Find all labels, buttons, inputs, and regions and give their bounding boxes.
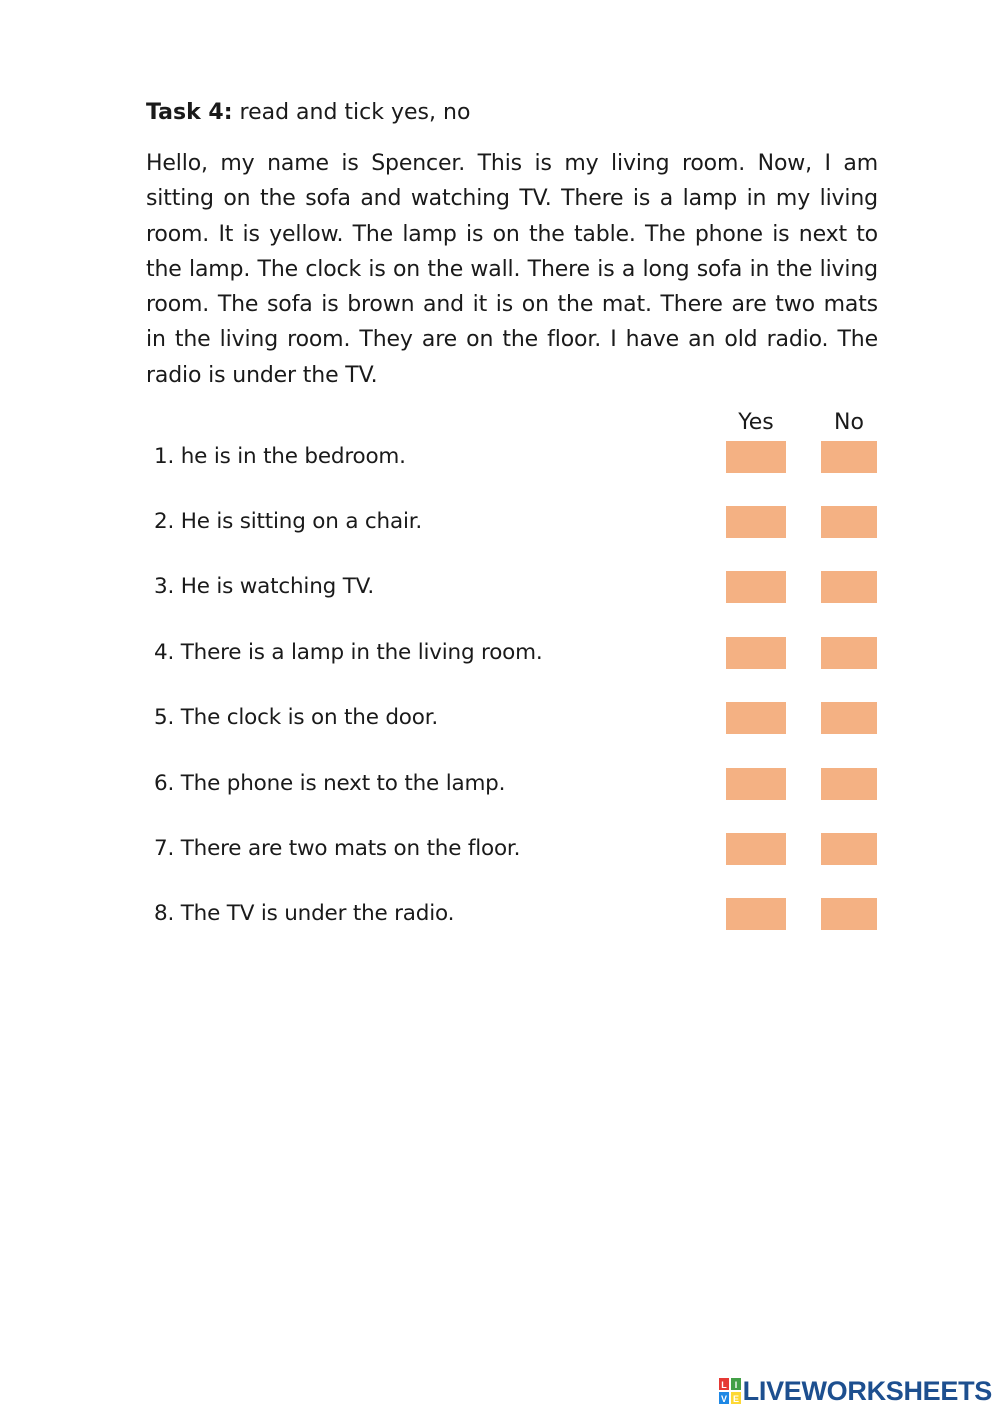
- liveworksheets-logo: [719, 1376, 992, 1406]
- question-row: [154, 768, 878, 800]
- liveworksheets-brand-text: LIVEWORKSHEETS: [742, 1376, 992, 1406]
- question-text: 8. The TV is under the radio.: [154, 901, 455, 926]
- task-heading: [146, 98, 470, 128]
- no-column-header: No: [834, 410, 864, 435]
- no-answer-box[interactable]: [821, 571, 877, 603]
- question-row: [154, 506, 878, 538]
- task-instruction: read and tick yes, no: [232, 100, 471, 125]
- logo-letter-i: I: [734, 1380, 737, 1390]
- question-text: 1. he is in the bedroom.: [154, 444, 406, 469]
- yes-column-header: Yes: [738, 410, 774, 435]
- yes-answer-box[interactable]: [726, 637, 786, 669]
- logo-letter-l: L: [720, 1380, 727, 1390]
- yes-answer-box[interactable]: [726, 441, 786, 473]
- logo-letter-e: E: [732, 1394, 739, 1404]
- question-text: 7. There are two mats on the floor.: [154, 836, 521, 861]
- question-row: [154, 702, 878, 734]
- question-row: [154, 637, 878, 669]
- no-answer-box[interactable]: [821, 768, 877, 800]
- yes-answer-box[interactable]: [726, 768, 786, 800]
- yes-answer-box[interactable]: [726, 898, 786, 930]
- yes-answer-box[interactable]: [726, 571, 786, 603]
- yes-answer-box[interactable]: [726, 702, 786, 734]
- no-answer-box[interactable]: [821, 637, 877, 669]
- question-row: [154, 833, 878, 865]
- yes-answer-box[interactable]: [726, 506, 786, 538]
- question-text: 2. He is sitting on a chair.: [154, 509, 423, 534]
- no-answer-box[interactable]: [821, 702, 877, 734]
- question-row: [154, 571, 878, 603]
- no-answer-box[interactable]: [821, 833, 877, 865]
- question-row: [154, 898, 878, 930]
- yes-answer-box[interactable]: [726, 833, 786, 865]
- liveworksheets-logo-icon: [719, 1378, 741, 1404]
- question-text: 3. He is watching TV.: [154, 574, 375, 599]
- logo-letter-v: V: [720, 1394, 727, 1404]
- question-row: [154, 441, 878, 473]
- no-answer-box[interactable]: [821, 898, 877, 930]
- question-text: 6. The phone is next to the lamp.: [154, 771, 506, 796]
- reading-passage: Hello, my name is Spencer. This is my living room. Now, I am sitting on the sofa and watching TV. There is a lamp in my living room. It is yellow. The lamp is on the table. The phone is next to the lamp. The clock is on the wall. There is a long sofa in the living room. The sofa is brown and it is on the mat. There are two mats in the living room. They are on the floor. I have an old radio. The radio is under the TV.: [146, 151, 878, 388]
- no-answer-box[interactable]: [821, 506, 877, 538]
- task-label: Task 4:: [146, 100, 233, 125]
- question-text: 4. There is a lamp in the living room.: [154, 640, 543, 665]
- question-text: 5. The clock is on the door.: [154, 705, 439, 730]
- no-answer-box[interactable]: [821, 441, 877, 473]
